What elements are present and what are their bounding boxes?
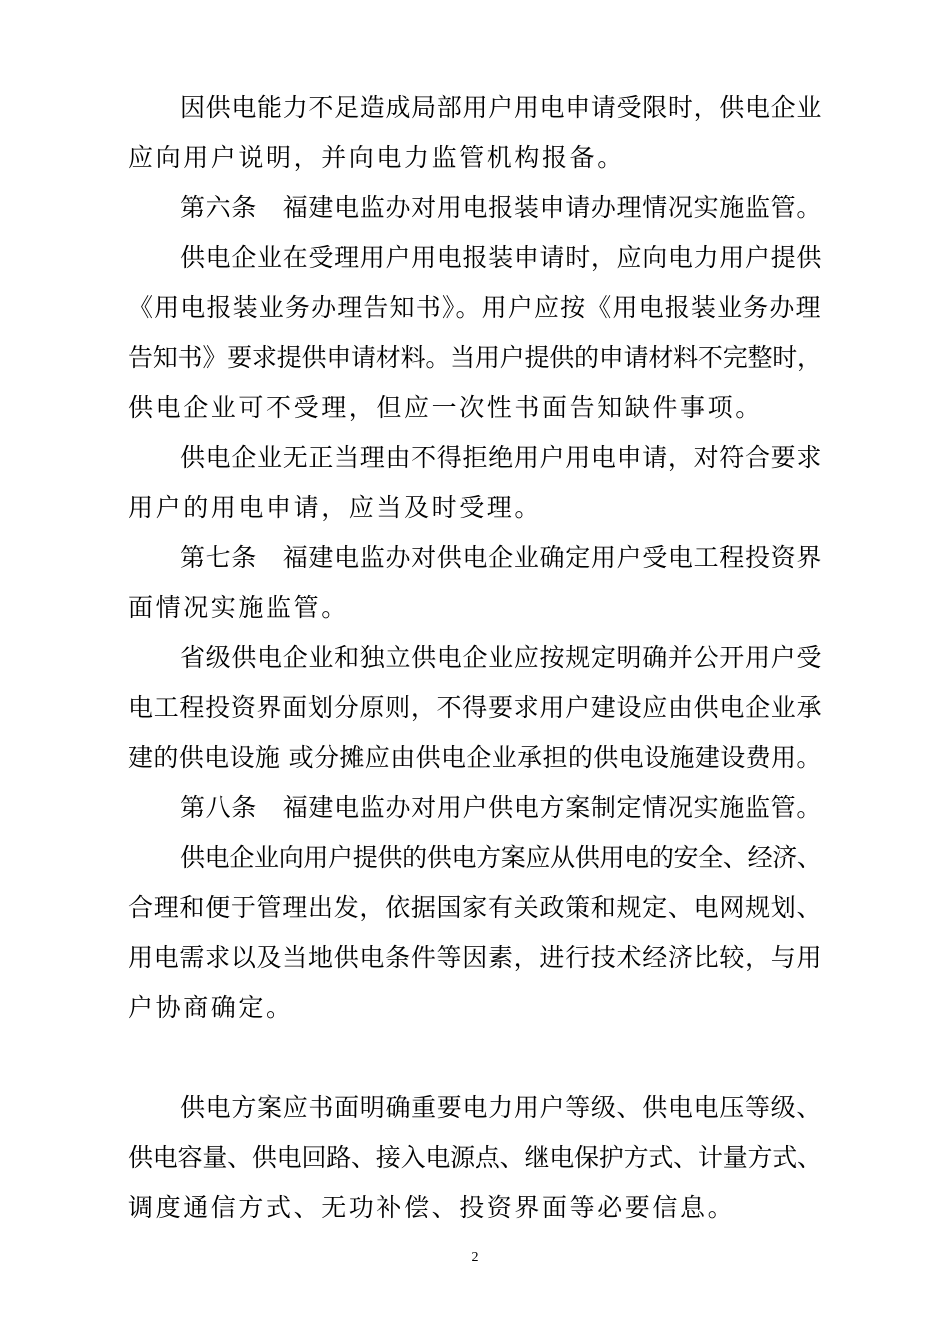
paragraph-line: 合理和便于管理出发，依据国家有关政策和规定、电网规划、 xyxy=(128,893,823,922)
paragraph-line: 用户的用电申请，应当及时受理。 xyxy=(128,493,543,522)
paragraph-line: 供电企业无正当理由不得拒绝用户用电申请，对符合要求 xyxy=(180,443,823,472)
article-heading-8: 第八条 福建电监办对用户供电方案制定情况实施监管。 xyxy=(180,793,823,822)
paragraph-line: 户协商确定。 xyxy=(128,993,294,1022)
paragraph-line: 调度通信方式、无功补偿、投资界面等必要信息。 xyxy=(128,1193,736,1222)
paragraph-line: 供电企业在受理用户用电报装申请时，应向电力用户提供 xyxy=(180,243,823,272)
paragraph-line: 建的供电设施 或分摊应由供电企业承担的供电设施建设费用。 xyxy=(128,743,822,772)
paragraph-line: 告知书》要求提供申请材料。当用户提供的申请材料不完整时， xyxy=(128,343,822,372)
page-number: 2 xyxy=(471,1250,479,1265)
paragraph-line: 应向用户说明，并向电力监管机构报备。 xyxy=(128,143,625,172)
paragraph-line: 面情况实施监管。 xyxy=(128,593,349,622)
paragraph-line: 电工程投资界面划分原则，不得要求用户建设应由供电企业承 xyxy=(128,693,823,722)
article-heading-7: 第七条 福建电监办对供电企业确定用户受电工程投资界 xyxy=(180,543,823,572)
paragraph-line: 供电容量、供电回路、接入电源点、继电保护方式、计量方式、 xyxy=(128,1143,822,1172)
paragraph-line: 因供电能力不足造成局部用户用电申请受限时，供电企业 xyxy=(180,93,823,122)
paragraph-line: 供电企业可不受理，但应一次性书面告知缺件事项。 xyxy=(128,393,763,422)
paragraph-line: 供电企业向用户提供的供电方案应从供用电的安全、经济、 xyxy=(180,843,822,872)
article-heading-6: 第六条 福建电监办对用电报装申请办理情况实施监管。 xyxy=(180,193,823,222)
paragraph-line: 省级供电企业和独立供电企业应按规定明确并公开用户受 xyxy=(180,643,823,672)
paragraph-line: 用电需求以及当地供电条件等因素，进行技术经济比较，与用 xyxy=(128,943,823,972)
paragraph-line: 供电方案应书面明确重要电力用户等级、供电电压等级、 xyxy=(180,1093,823,1122)
paragraph-line: 《用电报装业务办理告知书》。用户应按《用电报装业务办理 xyxy=(128,293,822,322)
